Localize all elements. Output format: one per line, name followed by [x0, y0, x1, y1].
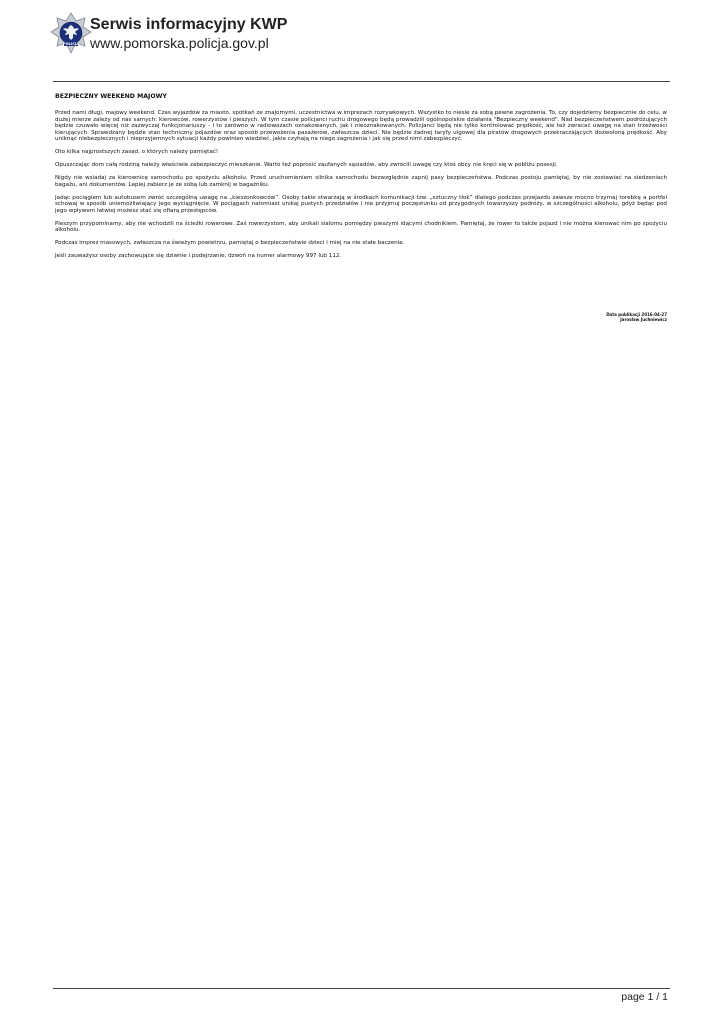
publication-info: [606, 312, 667, 322]
article: [55, 93, 667, 266]
article-title: BEZPIECZNY WEEKEND MAJOWY: [55, 93, 167, 100]
article-paragraph: Jeśli zauważysz osoby zachowujące się dziwnie i podejrzanie, dzwoń na numer alarmowy 997 lub 112.: [55, 253, 342, 259]
article-paragraph: Jadąc pociągiem lub autobusem zwróć szczególną uwagę na „kieszonkowców”. Osoby takie stwarzają w środkach komunikacji tzw. „sztuczny tłok” dlatego podczas przejazdu zawsze mocno trzymaj torebkę a portfel schowaj w sposób uniemożliwiający jego wyciągnięcie. W pociągach natomiast unikaj pustych przedziałów i nie przyjmuj poczęstunku od przygodnych towarzyszy podróży, w szczególności alkoholu, gdyż będąc pod jego wpływem łatwiej możesz stać się ofiarą przestępców.: [55, 194, 667, 214]
header-divider: [53, 81, 670, 82]
author-name: Jarosław Juchniewicz: [620, 317, 667, 322]
article-paragraph: Nigdy nie wsiadaj za kierownicę samochodu po spożyciu alkoholu. Przed uruchomieniem silnika samochodu bezwzględnie zapnij pasy bezpieczeństwa. Podczas postoju pamiętaj, by nie zostawiać na siedzeniach bagażu, ani dokumentów. Lepiej zabierz je ze sobą lub zamknij w bagażniku.: [55, 175, 667, 188]
article-paragraph: Opuszczając dom całą rodziną należy właściwie zabezpieczyć mieszkanie. Warto też poprosić zaufanych sąsiadów, aby zwrócili uwagę czy ktoś obcy nie kręci się w pobliżu posesji.: [55, 162, 558, 168]
police-star-logo-icon: [50, 12, 92, 56]
publication-date: Data publikacji 2016-04-27: [606, 312, 667, 317]
article-paragraph: Oto kilka najprostszych zasad, o których należy pamiętać!: [55, 149, 219, 155]
page-header: [50, 12, 670, 56]
logo-text: POLICJA: [62, 42, 80, 46]
site-title: Serwis informacyjny KWP: [90, 16, 288, 33]
article-paragraph: Przed nami długi, majowy weekend. Czas wyjazdów za miasto, spotkań ze znajomymi, uczestnictwa w imprezach rozrywkowych. Wszystko to niesie za sobą pewne zagrożenia. To, czy dojedziemy bezpiecznie do celu, w dużej mierze zależy od nas samych: kierowców, rowerzystów i pieszych. W tym czasie policjanci ruchu drogowego będą prowadzili ogólnopolskie działania "Bezpieczny weekend". Nad bezpieczeństwem podróżujących będzie czuwało więcej niż zazwyczaj funkcjonariuszy - i to zarówno w radiowozach oznakowanych, jak i nieoznakowanych. Policjanci będą nie tylko kontrolować prędkość, ale też zwracać uwagę na stan trzeźwości kierujących. Sprawdzany będzie stan techniczny pojazdów oraz sposób przewożenia pasażerów, zwłaszcza dzieci. Nie będzie żadnej taryfy ulgowej dla piratów drogowych przekraczających dozwoloną prędkość. Aby uniknąć niebezpiecznych i nieprzyjemnych sytuacji każdy powinien wiedzieć, jakie czyhają na niego zagrożenia i jak się przed nimi zabezpieczyć.: [55, 110, 667, 142]
footer-divider: [53, 988, 670, 989]
site-url: www.pomorska.policja.gov.pl: [90, 35, 269, 51]
article-paragraph: Podczas imprez masowych, zwłaszcza na świeżym powietrzu, pamiętaj o bezpieczeństwie dzieci i miej na nie stałe baczenie.: [55, 240, 405, 246]
page-number: page 1 / 1: [621, 991, 668, 1003]
article-paragraph: Pieszym przypominamy, aby nie wchodzili na ścieżki rowerowe. Zaś rowerzystom, aby unikali slalomu pomiędzy pieszymi idącymi chodnikiem. Pamiętaj, że rower to także pojazd i nie można kierować nim po spożyciu alkoholu.: [55, 220, 667, 233]
